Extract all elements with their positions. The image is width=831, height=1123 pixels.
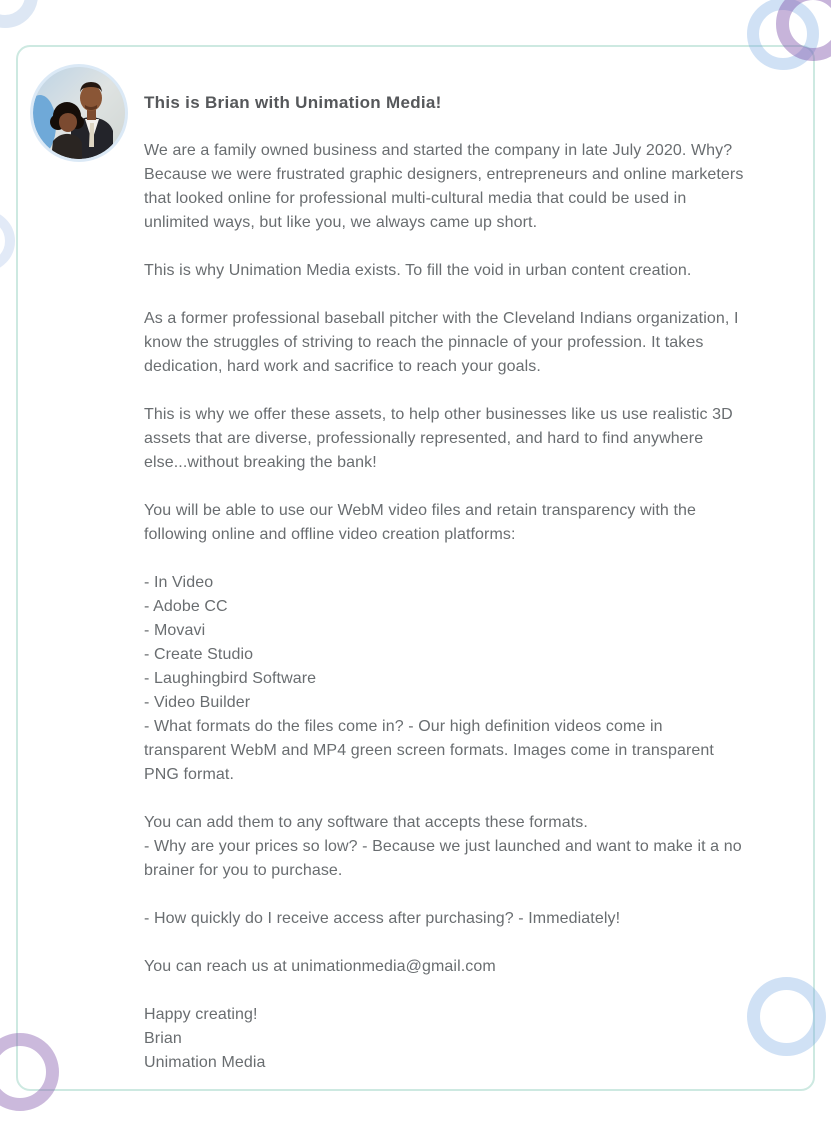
- decorative-ring-left-blue: [0, 210, 15, 272]
- text-line: dedication, hard work and sacrifice to reach your goals.: [144, 358, 541, 375]
- text-line: You will be able to use our WebM video files and retain transparency with the: [144, 502, 697, 519]
- text-line: following online and offline video creation platforms:: [144, 526, 516, 543]
- text-line: brainer for you to purchase.: [144, 862, 343, 879]
- paragraph-offer: [144, 403, 806, 475]
- list-item: - In Video: [144, 574, 214, 591]
- text-line: unlimited ways, but like you, we always came up short.: [144, 214, 538, 231]
- text-line: You can reach us at unimationmedia@gmail.com: [144, 958, 496, 975]
- text-line: We are a family owned business and started the company in late July 2020. Why?: [144, 142, 733, 159]
- text-line: that looked online for professional multi-cultural media that could be used in: [144, 190, 687, 207]
- list-item: - Video Builder: [144, 694, 251, 711]
- text-line: PNG format.: [144, 766, 235, 783]
- signature-line: Brian: [144, 1030, 182, 1047]
- paragraph-mission: [144, 259, 806, 283]
- paragraph-pricing: [144, 811, 806, 883]
- paragraph-intro: [144, 139, 806, 235]
- paragraph-contact: [144, 955, 806, 979]
- text-line: This is why we offer these assets, to help other businesses like us use realistic 3D: [144, 406, 733, 423]
- text-line: - Why are your prices so low? - Because we just launched and want to make it a no: [144, 838, 742, 855]
- text-line: As a former professional baseball pitcher with the Cleveland Indians organization, I: [144, 310, 739, 327]
- text-line: Because we were frustrated graphic designers, entrepreneurs and online marketers: [144, 166, 744, 183]
- list-item: - Adobe CC: [144, 598, 228, 615]
- list-item: - Movavi: [144, 622, 206, 639]
- avatar: [33, 67, 125, 159]
- paragraph-access: [144, 907, 806, 931]
- text-line: assets that are diverse, professionally represented, and hard to find anywhere: [144, 430, 704, 447]
- text-line: - What formats do the files come in? - Our high definition videos come in: [144, 718, 663, 735]
- text-line: You can add them to any software that accepts these formats.: [144, 814, 588, 831]
- paragraph-background: [144, 307, 806, 379]
- list-item: - Create Studio: [144, 646, 254, 663]
- paragraph-platforms-intro: [144, 499, 806, 547]
- page-title: This is Brian with Unimation Media!: [144, 93, 442, 112]
- text-line: transparent WebM and MP4 green screen formats. Images come in transparent: [144, 742, 714, 759]
- platform-list: [144, 571, 806, 787]
- signature-line: Unimation Media: [144, 1054, 266, 1071]
- text-line: - How quickly do I receive access after purchasing? - Immediately!: [144, 910, 621, 927]
- about-content: [144, 91, 806, 1075]
- decorative-ring-top-left-blue: [0, 0, 38, 28]
- couple-photo: [33, 67, 125, 159]
- text-line: know the struggles of striving to reach the pinnacle of your profession. It takes: [144, 334, 704, 351]
- signature-line: Happy creating!: [144, 1006, 258, 1023]
- signature: [144, 1003, 806, 1075]
- about-card: [16, 45, 815, 1091]
- text-line: This is why Unimation Media exists. To fill the void in urban content creation.: [144, 262, 692, 279]
- list-item: - Laughingbird Software: [144, 670, 317, 687]
- text-line: else...without breaking the bank!: [144, 454, 377, 471]
